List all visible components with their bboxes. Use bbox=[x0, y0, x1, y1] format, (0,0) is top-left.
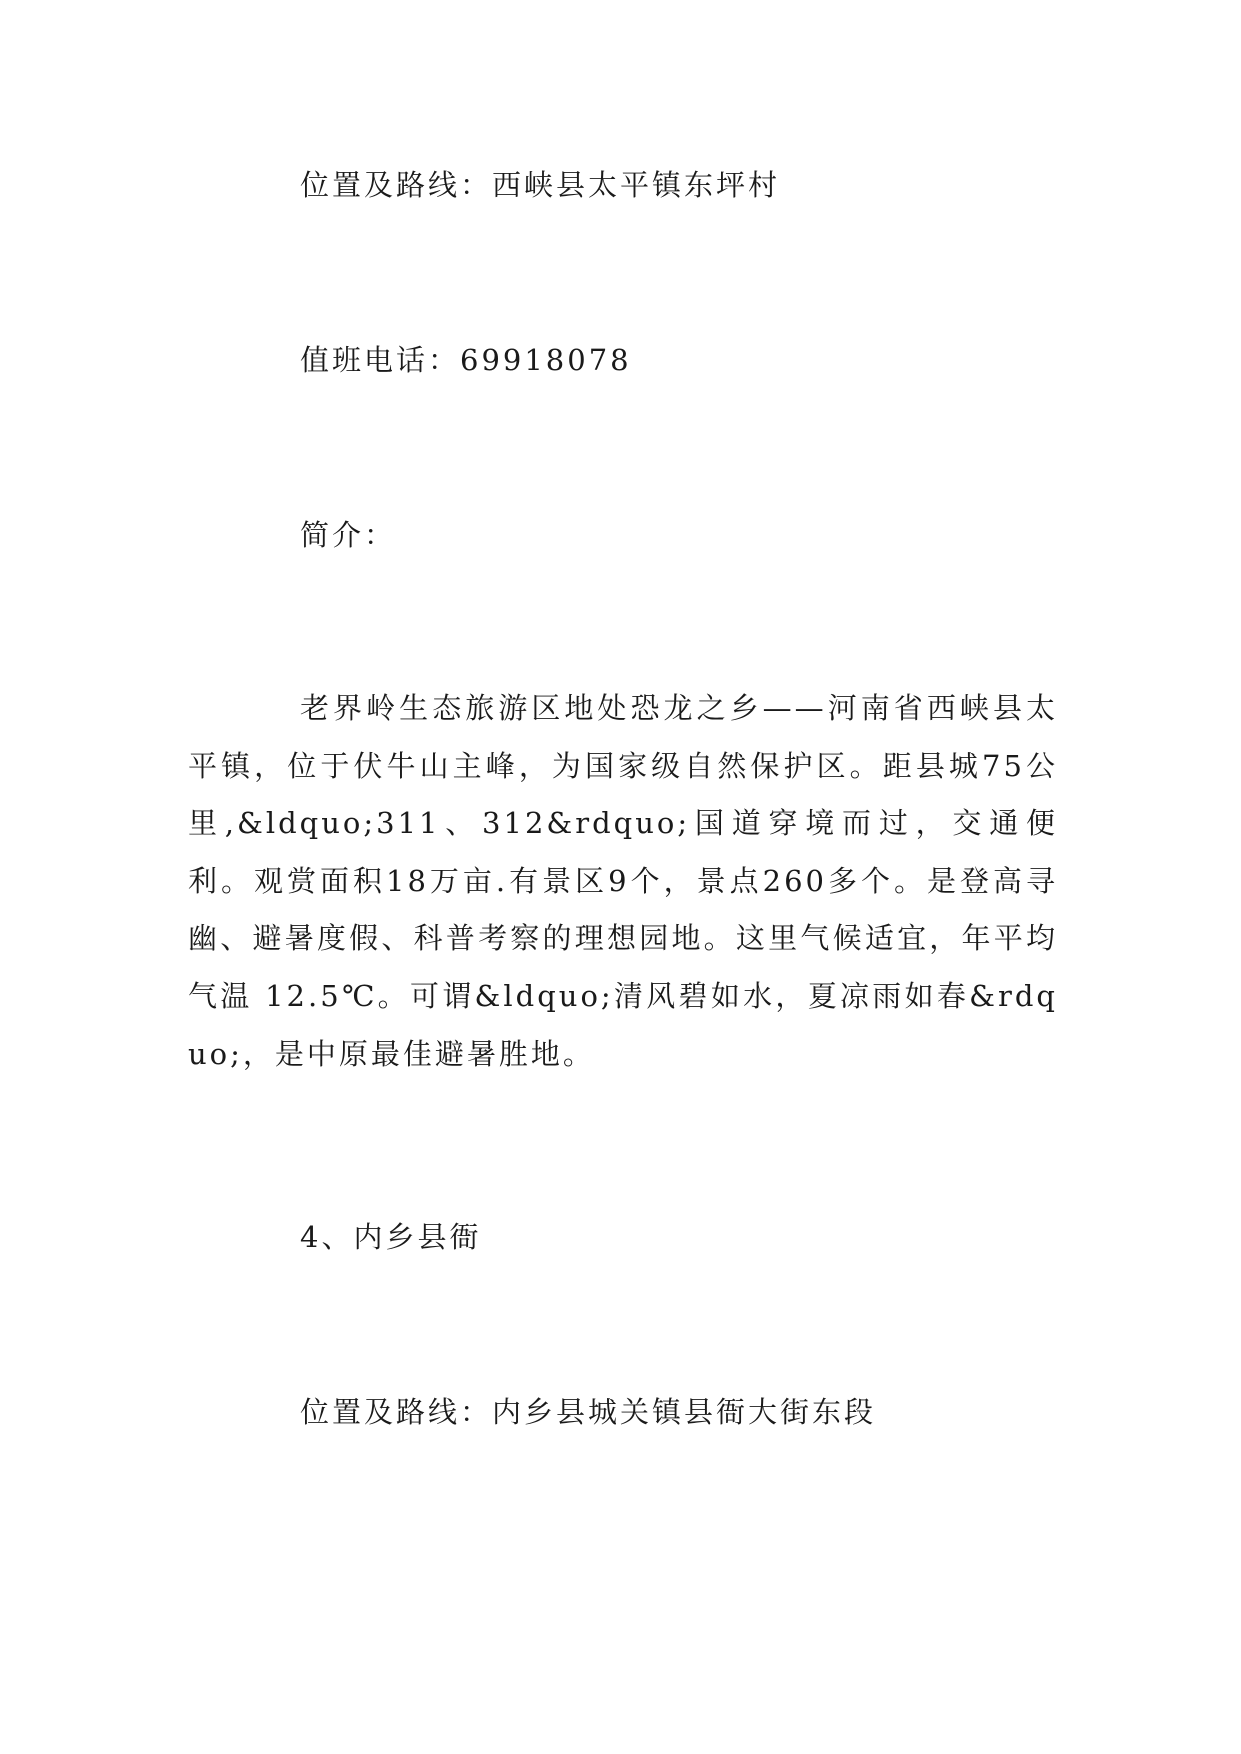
location-line-2: 位置及路线：内乡县城关镇县衙大街东段 bbox=[300, 1395, 877, 1429]
intro-label: 简介： bbox=[300, 518, 397, 552]
phone-line: 值班电话：69918078 bbox=[300, 343, 632, 377]
section-heading: 4、内乡县衙 bbox=[300, 1220, 482, 1254]
intro-paragraph: 老界岭生态旅游区地处恐龙之乡——河南省西峡县太平镇，位于伏牛山主峰，为国家级自然保护区。距县城75公里,&ldquo;311、312&rdquo;国道穿境而过，交通便利。观赏面积18万亩.有景区9个，景点260多个。是登高寻幽、避暑度假、科普考察的理想园地。这里气候适宜，年平均气温 12.5℃。可谓&ldquo;清风碧如水，夏凉雨如春&rdquo;，是中原最佳避暑胜地。 bbox=[188, 691, 1058, 1071]
location-line: 位置及路线：西峡县太平镇东坪村 bbox=[300, 168, 781, 202]
